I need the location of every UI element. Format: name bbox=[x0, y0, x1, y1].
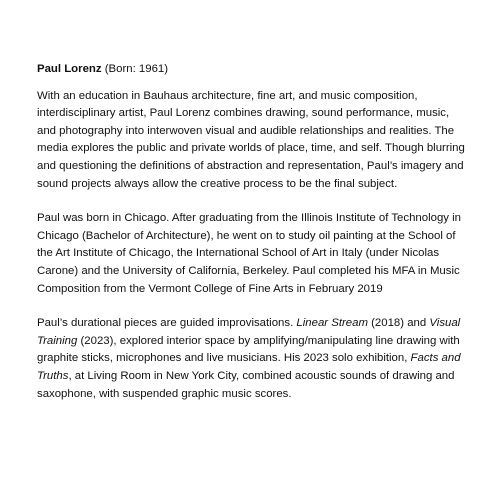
artist-bio bbox=[37, 61, 465, 420]
bio-heading bbox=[37, 61, 465, 79]
work-title-visual-training: Visual Training bbox=[37, 317, 461, 347]
bio-paragraph-practice: With an education in Bauhaus architecture, fine art, and music composition, interdisciplinary artist, Paul Lorenz combines drawing, sound performance, music, and photography into interwoven visual and audible relationships and realities. The media explores the public and private worlds of place, time, and self. Though blurring and questioning the definitions of abstraction and representation, Paul’s imagery and sound projects always allow the creative process to be the final subject. bbox=[37, 89, 465, 190]
bio-paragraph-works bbox=[37, 315, 465, 403]
birth-year: (Born: 1961) bbox=[104, 63, 169, 75]
work-title-linear-stream: Linear Stream bbox=[296, 317, 368, 330]
artist-name: Paul Lorenz bbox=[37, 63, 102, 75]
works-text-2: (2018) and bbox=[367, 317, 430, 330]
works-text-4: , at Living Room in New York City, combined acoustic sounds of drawing and saxophone, with suspended graphic music scores. bbox=[37, 369, 455, 400]
work-title-facts-and-truths: Facts and Truths bbox=[37, 352, 461, 382]
bio-paragraph-education: Paul was born in Chicago. After graduating from the Illinois Institute of Technology in Chicago (Bachelor of Architecture), he went on to study oil painting at the School of the Art Institute of Chicago, the International School of Art in Italy (under Nicolas Carone) and the University of California, Berkeley. Paul completed his MFA in Music Composition from the Vermont College of Fine Arts in February 2019 bbox=[37, 212, 462, 295]
works-text-3: (2023), explored interior space by amplifying/manipulating line drawing with graphite sticks, microphones and live musicians. His 2023 solo exhibition, bbox=[37, 334, 460, 365]
works-text-1: Paul’s durational pieces are guided improvisations. bbox=[37, 317, 297, 330]
